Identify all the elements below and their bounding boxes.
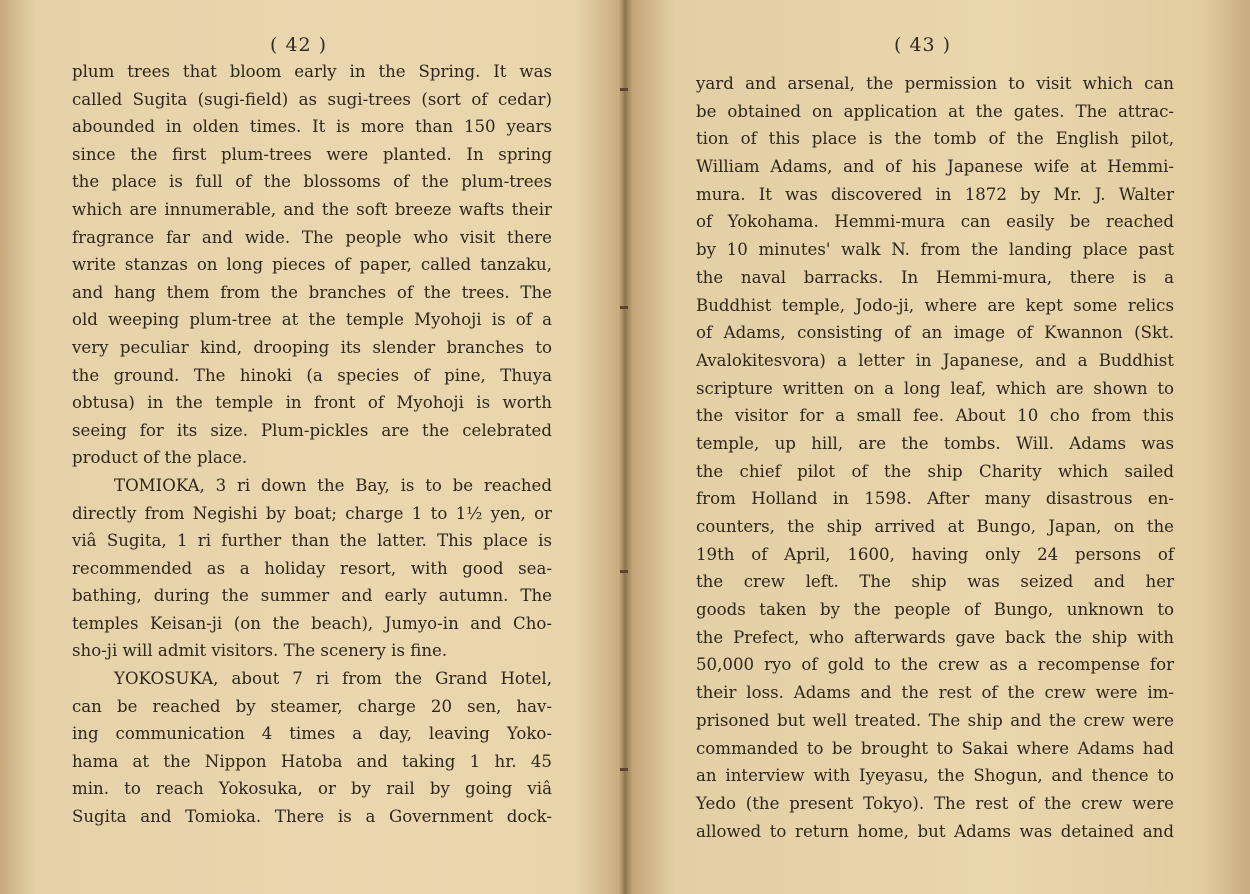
text-line: allowed to return home, but Adams was detained and xyxy=(696,821,1174,841)
text-line: abounded in olden times. It is more than 150 years xyxy=(72,117,552,137)
text-line: recommended as a holiday resort, with good sea- xyxy=(72,558,552,578)
text-line: of Adams, consisting of an image of Kwannon (Skt. xyxy=(696,323,1174,343)
text-line: counters, the ship arrived at Bungo, Japan, on the xyxy=(696,517,1174,536)
text-line: yard and arsenal, the permission to visit which can xyxy=(696,74,1174,93)
text-line: called Sugita (sugi-field) as sugi-trees (sort of cedar) xyxy=(72,89,552,109)
page-number-right: ( 43 ) xyxy=(894,34,952,56)
left-page xyxy=(0,0,624,894)
text-line: by 10 minutes' walk N. from the landing place past xyxy=(696,240,1174,260)
text-line: obtusa) in the temple in front of Myohoji is worth xyxy=(72,393,552,413)
text-line: mura. It was discovered in 1872 by Mr. J. Walter xyxy=(696,184,1174,204)
text-line: from Holland in 1598. After many disastrous en- xyxy=(696,489,1174,509)
text-line: the visitor for a small fee. About 10 cho from this xyxy=(696,406,1174,426)
left-page-text xyxy=(72,58,552,831)
right-page-text xyxy=(696,70,1174,845)
text-line: the crew left. The ship was seized and her xyxy=(696,572,1174,592)
text-line: the ground. The hinoki (a species of pine, Thuya xyxy=(72,365,552,385)
text-line: plum trees that bloom early in the Spring. It was xyxy=(72,62,552,81)
page-number-left: ( 42 ) xyxy=(270,34,328,56)
text-line: very peculiar kind, drooping its slender branches to xyxy=(72,337,552,357)
text-line: since the first plum-trees were planted. In spring xyxy=(72,144,552,164)
text-line: can be reached by steamer, charge 20 sen, hav- xyxy=(72,696,552,716)
text-line: commanded to be brought to Sakai where Adams had xyxy=(696,738,1174,758)
text-line: prisoned but well treated. The ship and the crew were xyxy=(696,710,1174,730)
text-line: temples Keisan-ji (on the beach), Jumyo-in and Cho- xyxy=(72,613,552,633)
text-line: temple, up hill, are the tombs. Will. Adams was xyxy=(696,433,1174,453)
text-line: of Yokohama. Hemmi-mura can easily be reached xyxy=(696,212,1174,232)
text-line: 19th of April, 1600, having only 24 persons of xyxy=(696,544,1174,564)
text-line: ing communication 4 times a day, leaving Yoko- xyxy=(72,724,552,744)
text-line: which are innumerable, and the soft breeze wafts their xyxy=(72,199,552,219)
text-line: their loss. Adams and the rest of the crew were im- xyxy=(696,683,1174,703)
text-line: goods taken by the people of Bungo, unknown to xyxy=(696,600,1174,620)
text-line: fragrance far and wide. The people who visit there xyxy=(72,227,552,247)
text-line: the place is full of the blossoms of the plum-trees xyxy=(72,172,552,192)
text-line: viâ Sugita, 1 ri further than the latter. This place is xyxy=(72,531,552,551)
text-line: write stanzas on long pieces of paper, called tanzaku, xyxy=(72,255,552,275)
text-line: an interview with Iyeyasu, the Shogun, and thence to xyxy=(696,766,1174,786)
text-line: tion of this place is the tomb of the English pilot, xyxy=(696,129,1174,149)
text-line: the chief pilot of the ship Charity which sailed xyxy=(696,461,1174,481)
text-line: product of the place. xyxy=(72,448,248,468)
text-line: Yedo (the present Tokyo). The rest of the crew were xyxy=(696,793,1174,813)
text-line: the Prefect, who afterwards gave back the ship with xyxy=(696,627,1174,647)
text-line: bathing, during the summer and early autumn. The xyxy=(72,586,552,606)
text-line: hama at the Nippon Hatoba and taking 1 hr. 45 xyxy=(72,751,552,771)
text-line: 50,000 ryo of gold to the crew as a recompense for xyxy=(696,655,1174,675)
text-line: TOMIOKA, 3 ri down the Bay, is to be reached xyxy=(114,475,552,495)
text-line: YOKOSUKA, about 7 ri from the Grand Hotel, xyxy=(114,669,552,689)
text-line: scripture written on a long leaf, which are shown to xyxy=(696,378,1174,398)
text-line: seeing for its size. Plum-pickles are the celebrated xyxy=(72,420,552,440)
text-line: be obtained on application at the gates. The attrac- xyxy=(696,101,1174,121)
text-line: directly from Negishi by boat; charge 1 to 1½ yen, or xyxy=(72,503,552,523)
text-line: old weeping plum-tree at the temple Myohoji is of a xyxy=(72,310,552,330)
text-line: Avalokitesvora) a letter in Japanese, and a Buddhist xyxy=(696,350,1174,370)
text-line: the naval barracks. In Hemmi-mura, there is a xyxy=(696,267,1174,287)
text-line: Sugita and Tomioka. There is a Government dock- xyxy=(72,807,552,827)
text-line: and hang them from the branches of the trees. The xyxy=(72,282,552,302)
text-line: Buddhist temple, Jodo-ji, where are kept some relics xyxy=(696,295,1174,315)
right-page xyxy=(626,0,1250,894)
text-line: William Adams, and of his Japanese wife at Hemmi- xyxy=(696,157,1174,177)
text-line: sho-ji will admit visitors. The scenery is fine. xyxy=(72,641,448,661)
text-line: min. to reach Yokosuka, or by rail by going viâ xyxy=(72,779,552,799)
